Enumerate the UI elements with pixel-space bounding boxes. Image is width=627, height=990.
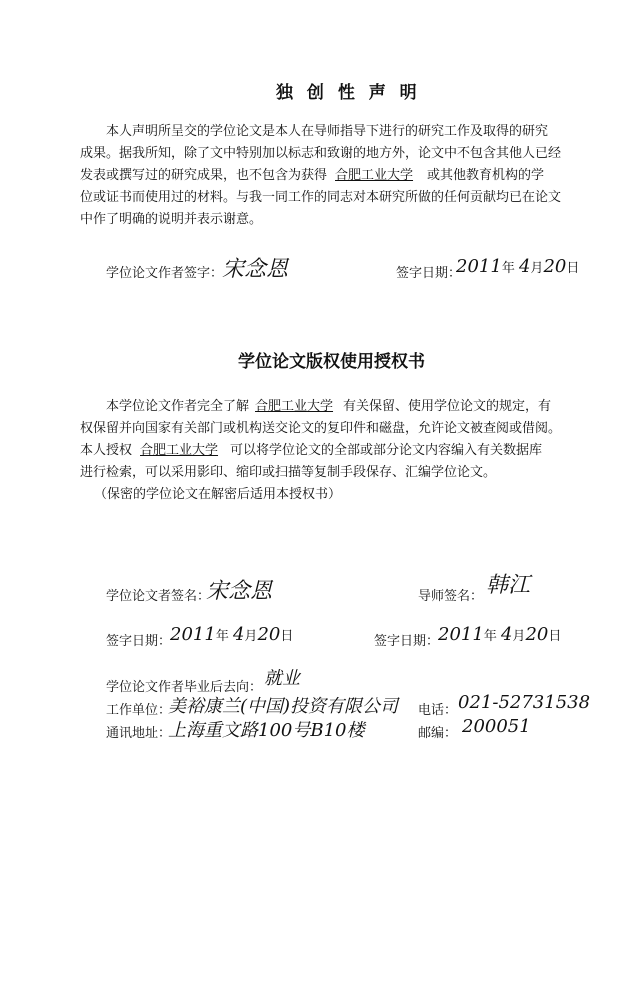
license-line-3 [80, 440, 565, 462]
license-line-1 [80, 396, 565, 418]
license-line-1-rest: 有关保留、使用学位论文的规定，有 [343, 399, 552, 414]
author-date-year-unit: 年 [215, 629, 229, 644]
declaration-signature-label: 学位论文作者签字： [106, 266, 224, 281]
employer-value: 美裕康兰(中国)投资有限公司 [168, 696, 399, 717]
license-line-3-text: 本人授权 [80, 443, 133, 458]
phone-value: 021-52731538 [458, 692, 591, 713]
license-university-1: 合肥工业大学 [255, 399, 334, 414]
advisor-date-day-unit: 日 [548, 629, 562, 644]
author-date-month-unit: 月 [244, 629, 258, 644]
declaration-line-2: 成果。据我所知，除了文中特别加以标志和致谢的地方外，论文中不包含其他人已经 [80, 146, 562, 161]
declaration-line-5: 中作了明确的说明并表示谢意。 [80, 212, 263, 227]
license-note: （保密的学位论文在解密后适用本授权书） [94, 487, 342, 502]
declaration-date-day: 20 [543, 256, 567, 277]
declaration-paragraph [80, 121, 560, 231]
license-line-4: 进行检索，可以采用影印、缩印或扫描等复制手段保存、汇编学位论文。 [80, 465, 497, 480]
author-date-label: 签字日期： [106, 634, 172, 649]
declaration-line-3 [80, 165, 560, 187]
advisor-date-year-unit: 年 [483, 629, 497, 644]
address-value: 上海重文路100号B10楼 [168, 720, 365, 741]
postcode-label: 邮编： [418, 726, 458, 741]
advisor-date-month-unit: 月 [512, 629, 526, 644]
license-line-1-text: 本学位论文作者完全了解 [106, 399, 250, 414]
phone-label: 电话： [418, 703, 458, 718]
author-date [170, 624, 293, 645]
declaration-university: 合肥工业大学 [335, 168, 414, 183]
declaration-date-year: 2011 [456, 256, 502, 277]
declaration-date-month: 4 [518, 256, 531, 277]
declaration-line-3-text: 发表或撰写过的研究成果，也不包含为获得 [80, 168, 328, 183]
license-title: 学位论文版权使用授权书 [238, 352, 425, 372]
license-paragraph [80, 396, 565, 506]
author-signature: 宋念恩 [206, 579, 273, 604]
declaration-title: 独 创 性 声 明 [276, 83, 421, 103]
declaration-signature: 宋念恩 [222, 257, 289, 282]
author-date-month: 4 [232, 624, 245, 645]
license-line-2: 权保留并向国家有关部门或机构送交论文的复印件和磁盘，允许论文被查阅或借阅。 [80, 421, 562, 436]
advisor-date-label: 签字日期： [374, 634, 440, 649]
license-line-3-rest: 可以将学位论文的全部或部分论文内容编入有关数据库 [230, 443, 543, 458]
advisor-sign-label: 导师签名： [418, 589, 484, 604]
author-date-year: 2011 [170, 624, 216, 645]
declaration-date-month-unit: 月 [530, 261, 544, 276]
advisor-date-year: 2011 [438, 624, 484, 645]
destination-label: 学位论文作者毕业后去向： [106, 680, 263, 695]
declaration-date-year-unit: 年 [501, 261, 515, 276]
declaration-date [456, 256, 579, 277]
destination-value: 就业 [264, 668, 300, 689]
advisor-date [438, 624, 561, 645]
author-date-day-unit: 日 [280, 629, 294, 644]
license-university-2: 合肥工业大学 [140, 443, 219, 458]
declaration-line-4: 位或证书而使用过的材料。与我一同工作的同志对本研究所做的任何贡献均已在论文 [80, 190, 562, 205]
declaration-line-1: 本人声明所呈交的学位论文是本人在导师指导下进行的研究工作及取得的研究 [106, 124, 549, 139]
postcode-value: 200051 [462, 716, 531, 737]
declaration-date-label: 签字日期： [396, 266, 462, 281]
author-sign-label: 学位论文者签名： [106, 589, 211, 604]
employer-label: 工作单位： [106, 703, 172, 718]
advisor-signature: 韩江 [486, 573, 531, 598]
advisor-date-day: 20 [525, 624, 549, 645]
author-date-day: 20 [257, 624, 281, 645]
declaration-date-day-unit: 日 [566, 261, 580, 276]
advisor-date-month: 4 [500, 624, 513, 645]
address-label: 通讯地址： [106, 726, 172, 741]
declaration-line-3-rest: 或其他教育机构的学 [427, 168, 545, 183]
